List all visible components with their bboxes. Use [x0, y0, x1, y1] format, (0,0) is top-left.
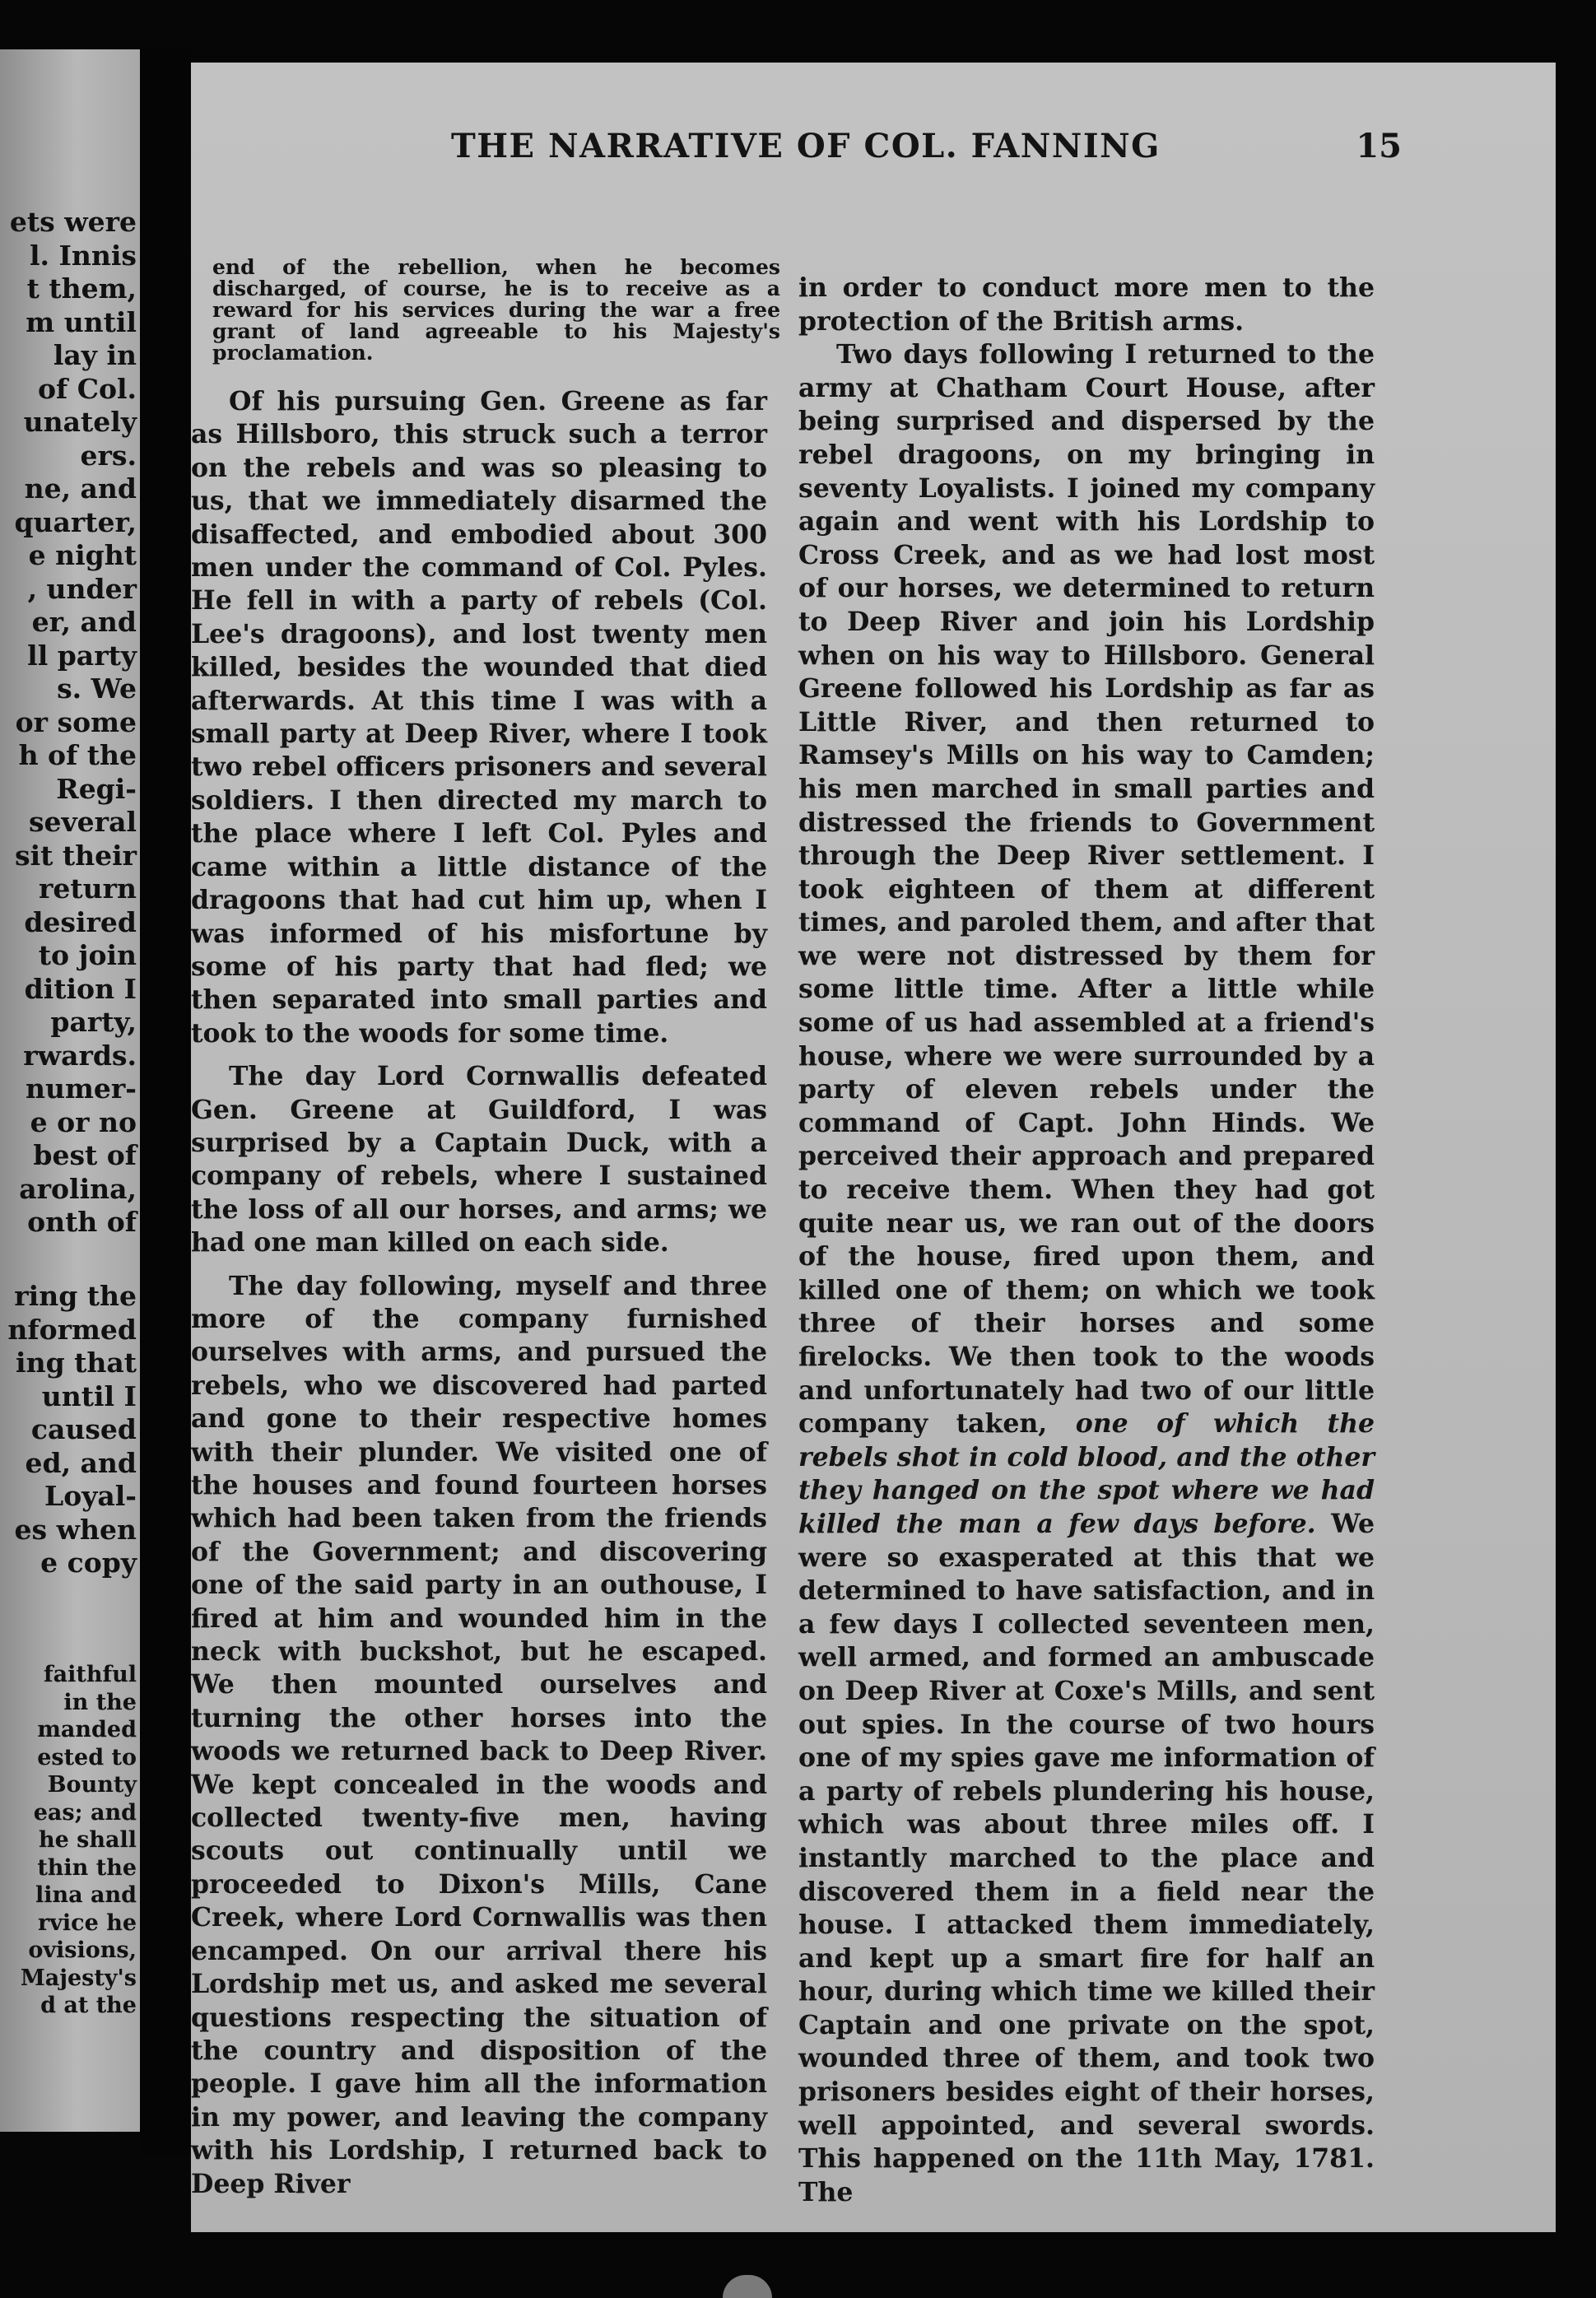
facing-page-line: Majesty's — [20, 1965, 137, 1991]
footnote-text: end of the rebellion, when he becomes discharged, of course, he is to receive as a reward for his services during the war a free grant of land agreeable to his Majesty's proclamation. — [212, 255, 780, 365]
facing-page-line: lay in — [53, 339, 137, 371]
facing-page-line: in the — [63, 1689, 137, 1715]
facing-page-line: thin the — [37, 1854, 137, 1881]
facing-page-line: ll party — [27, 639, 137, 672]
facing-page-line: numer- — [26, 1072, 137, 1105]
facing-page-line: m until — [26, 305, 137, 338]
paragraph: The day Lord Cornwallis defeated Gen. Greene at Guildford, I was surprised by a Captain Duck, with a company of rebels, where I sustained the loss of all our horses, and arms; we had one man killed on each side. — [191, 1061, 767, 1258]
facing-page-line: d at the — [40, 1993, 137, 2018]
paragraph: Of his pursuing Gen. Greene as far as Hillsboro, this struck such a terror on the rebels and was so pleasing to us, that we immediately disarmed the disaffected, and embodied about 300 men under the command of Col. Pyles. He fell in with a party of rebels (Col. Lee's dragoons), and lost twenty men killed, besides the wounded that died afterwards. At this time I was with a small party at Deep River, where I took two rebel officers prisoners and several soldiers. I then directed my march to the place where I left Col. Pyles and came within a little distance of the dragoons that had cut him up, when I was informed of his misfortune by some of his party that had fled; we then separated into small parties and took to the woods for some time. — [191, 386, 767, 1049]
facing-page-line: l. Innis — [29, 239, 137, 272]
facing-page-line: dition I — [24, 972, 137, 1005]
paragraph: The day following, myself and three more of the company furnished ourselves with arms, and pursued the rebels, who we discovered had parted and gone to their respective homes with their plunder. We visited one of the houses and found fourteen horses which had been taken from the friends of the Government; and discovering one of the said party in an outhouse, I fired at him and wounded him in the neck with buckshot, but he escaped. We then mounted ourselves and turning the other horses into the woods we returned back to Deep River. We kept concealed in the woods and collected twenty-five men, having scouts out continually until we proceeded to Dixon's Mills, Cane Creek, where Lord Cornwallis was then encamped. On our arrival there his Lordship met us, and asked me several questions respecting the situation of the country and disposition of the people. I gave him all the information in my power, and leaving the company with his Lordship, I returned back to Deep River — [191, 1270, 767, 2199]
facing-page-line: ing that — [16, 1347, 137, 1379]
facing-page-line: , under — [27, 572, 137, 605]
facing-page-line: quarter, — [14, 505, 137, 538]
facing-page-line: several — [28, 806, 137, 838]
facing-page-line: rwards. — [23, 1039, 137, 1072]
facing-page-line: caused — [30, 1413, 137, 1445]
scan-artifact — [723, 2275, 772, 2298]
facing-page-line: onth of — [27, 1206, 137, 1238]
facing-page-line: es when — [14, 1513, 137, 1546]
facing-page-line: s. We — [57, 672, 137, 705]
facing-page-line: unately — [23, 406, 137, 438]
right-column — [798, 272, 1375, 2209]
paragraph — [798, 338, 1375, 2209]
facing-page-line: faithful — [44, 1662, 137, 1687]
facing-page-line: he shall — [38, 1827, 137, 1853]
left-column — [191, 385, 767, 2201]
paragraph-continuation: in order to conduct more men to the protection of the British arms. — [798, 272, 1375, 337]
paragraph-text: Two days following I returned to the army at Chatham Court House, after being surprised and dispersed by the rebel dragoons, on my bringing in seventy Loyalists. I joined my company again and went with his Lordship to Cross Creek, and as we had lost most of our horses, we determined to return to Deep River and join his Lordship when on his way to Hillsboro. General Greene followed his Lordship as far as Little River, and then returned to Ramsey's Mills on his way to Camden; his men marched in small parties and distressed the friends to Government through the Deep River settlement. I took eighteen of them at different times, and paroled them, and after that we were not distressed by them for some little time. After a little while some of us had assembled at a friend's house, where we were surrounded by a party of eleven rebels under the command of Capt. John Hinds. We perceived their approach and prepared to receive them. When they had got quite near us, we ran out of the doors of the house, fired upon them, and killed one of them; on which we took three of their horses and some firelocks. We then took to the woods and unfortunately had two of our little company taken, — [798, 339, 1375, 1440]
facing-page-line: h of the — [18, 739, 137, 771]
running-head: THE NARRATIVE OF COL. FANNING — [451, 127, 1161, 165]
facing-page-line: e copy — [40, 1547, 137, 1579]
facing-page-line: eas; and — [33, 1799, 137, 1826]
facing-page-line: or some — [15, 705, 137, 738]
footnote-continuation — [212, 257, 780, 364]
facing-page-line: party, — [50, 1006, 137, 1038]
facing-page-line: to join — [38, 939, 137, 971]
facing-page-line: lina and — [35, 1882, 137, 1908]
facing-page-line: ested to — [37, 1744, 137, 1770]
facing-page-line: ne, and — [24, 472, 137, 505]
facing-page-line: best of — [33, 1139, 137, 1171]
facing-page-line: desired — [24, 905, 137, 938]
facing-page-line: ovisions, — [28, 1937, 137, 1963]
facing-page-line: ring the — [14, 1280, 137, 1312]
italic-passage: one of which the rebels shot in cold blood, and the other they hanged on the spot where we had killed the man a few days before. — [798, 1408, 1375, 1539]
page-number: 15 — [1356, 127, 1402, 165]
facing-page-line: er, and — [31, 606, 137, 638]
facing-page-line: arolina, — [19, 1172, 137, 1205]
paragraph-text: We were so exasperated at this that we determined to have satisfaction, and in a few days I collected seventeen men, well armed, and formed an ambuscade on Deep River at Coxe's Mills, and sent out spies. In the course of two hours one of my spies gave me information of a party of rebels plundering his house, which was about three miles off. I instantly marched to the place and discovered them in a field near the house. I attacked them immediately, and kept up a smart fire for half an hour, during which time we killed their Captain and one private on the spot, wounded three of them, and took two prisoners besides eight of their horses, well appointed, and several swords. This happened on the 11th May, 1781. The — [798, 1508, 1375, 2207]
facing-page-line: Bounty — [47, 1772, 137, 1798]
facing-page-line: sit their — [14, 839, 137, 872]
facing-page-line: Regi- — [56, 772, 137, 805]
facing-page-line: ets were — [9, 206, 137, 238]
facing-page-line: of Col. — [38, 372, 137, 405]
facing-page-line: manded — [37, 1717, 137, 1742]
facing-page-line: e or no — [30, 1105, 137, 1138]
facing-page-line: t them, — [26, 272, 137, 305]
facing-page-line: e night — [28, 539, 137, 571]
facing-page-line: Loyal- — [44, 1480, 137, 1512]
facing-page-line: nformed — [7, 1313, 137, 1346]
page-gutter — [140, 49, 191, 2156]
facing-page-line: until I — [41, 1379, 137, 1412]
facing-page-line: return — [39, 872, 137, 905]
facing-page-fragment — [0, 49, 140, 2132]
facing-page-line: ed, and — [25, 1446, 137, 1479]
facing-page-line: ers. — [80, 439, 137, 472]
facing-page-line: rvice he — [38, 1910, 137, 1936]
